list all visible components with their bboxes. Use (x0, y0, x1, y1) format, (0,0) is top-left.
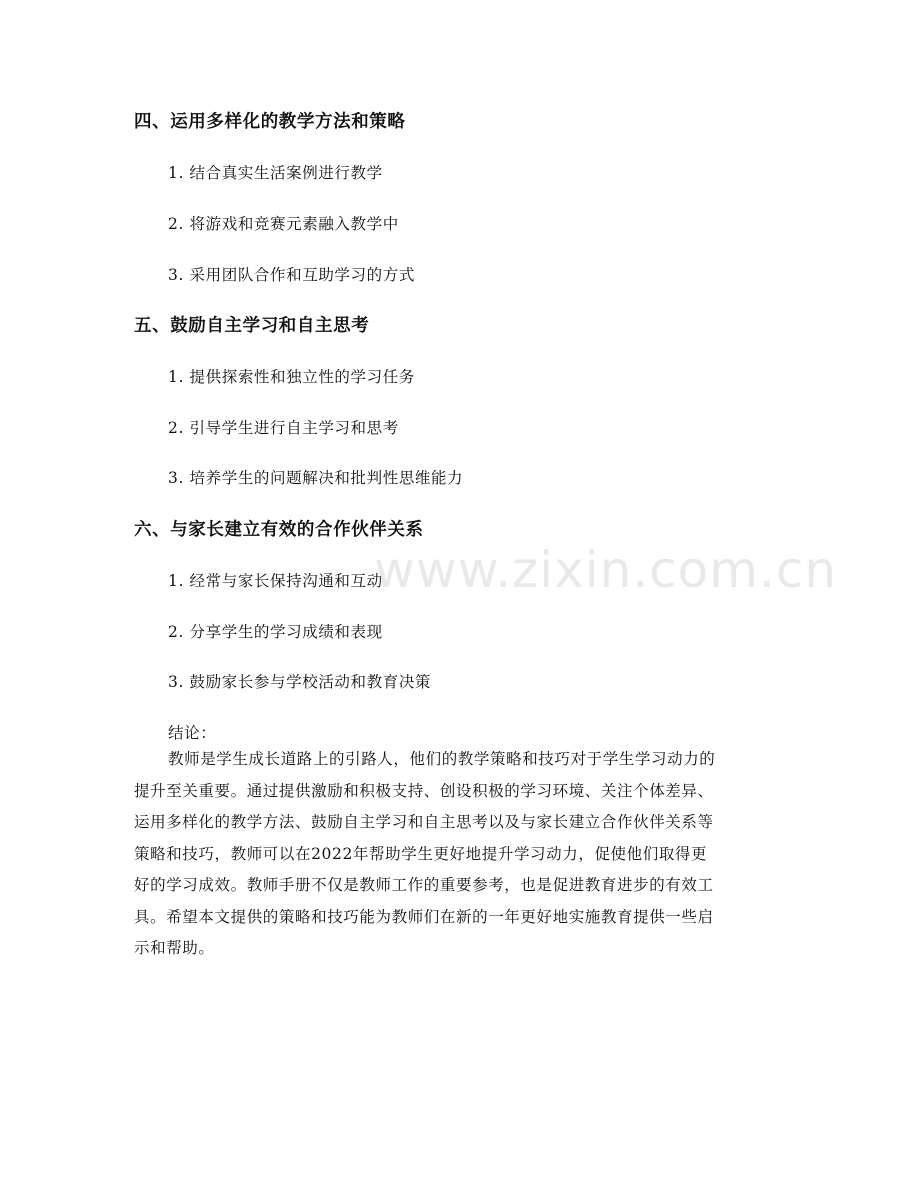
conclusion-label: 结论： (168, 724, 217, 742)
paragraph-line: 具。希望本文提供的策略和技巧能为教师们在新的一年更好地实施教育提供一些启 (134, 907, 714, 926)
watermark: www.zixin.com.cn (374, 541, 838, 599)
section-heading-6: 六、与家长建立有效的合作伙伴关系 (134, 520, 424, 540)
paragraph-line: 教师是学生成长道路上的引路人，他们的教学策略和技巧对于学生学习动力的 (168, 750, 716, 768)
paragraph-line: 策略和技巧，教师可以在2022年帮助学生更好地提升学习动力，促使他们取得更 (134, 844, 708, 863)
conclusion-paragraph (134, 744, 784, 965)
section-heading-5: 五、鼓励自主学习和自主思考 (134, 316, 370, 336)
list-item: 2. 将游戏和竞赛元素融入教学中 (168, 215, 399, 233)
list-item: 3. 鼓励家长参与学校活动和教育决策 (168, 673, 432, 691)
list-item: 2. 引导学生进行自主学习和思考 (168, 419, 399, 437)
paragraph-line: 提升至关重要。通过提供激励和积极支持、创设积极的学习环境、关注个体差异、 (134, 781, 714, 800)
list-item: 2. 分享学生的学习成绩和表现 (168, 623, 383, 641)
paragraph-line: 好的学习成效。教师手册不仅是教师工作的重要参考，也是促进教育进步的有效工 (134, 876, 714, 894)
paragraph-line: 示和帮助。 (134, 939, 215, 957)
list-item: 1. 结合真实生活案例进行教学 (168, 164, 383, 182)
list-item: 3. 培养学生的问题解决和批判性思维能力 (168, 469, 464, 487)
list-item: 3. 采用团队合作和互助学习的方式 (168, 266, 415, 284)
paragraph-line: 运用多样化的教学方法、鼓励自主学习和自主思考以及与家长建立合作伙伴关系等 (134, 813, 714, 831)
list-item: 1. 经常与家长保持沟通和互动 (168, 572, 383, 590)
list-item: 1. 提供探索性和独立性的学习任务 (168, 368, 415, 386)
section-heading-4: 四、运用多样化的教学方法和策略 (134, 112, 406, 132)
